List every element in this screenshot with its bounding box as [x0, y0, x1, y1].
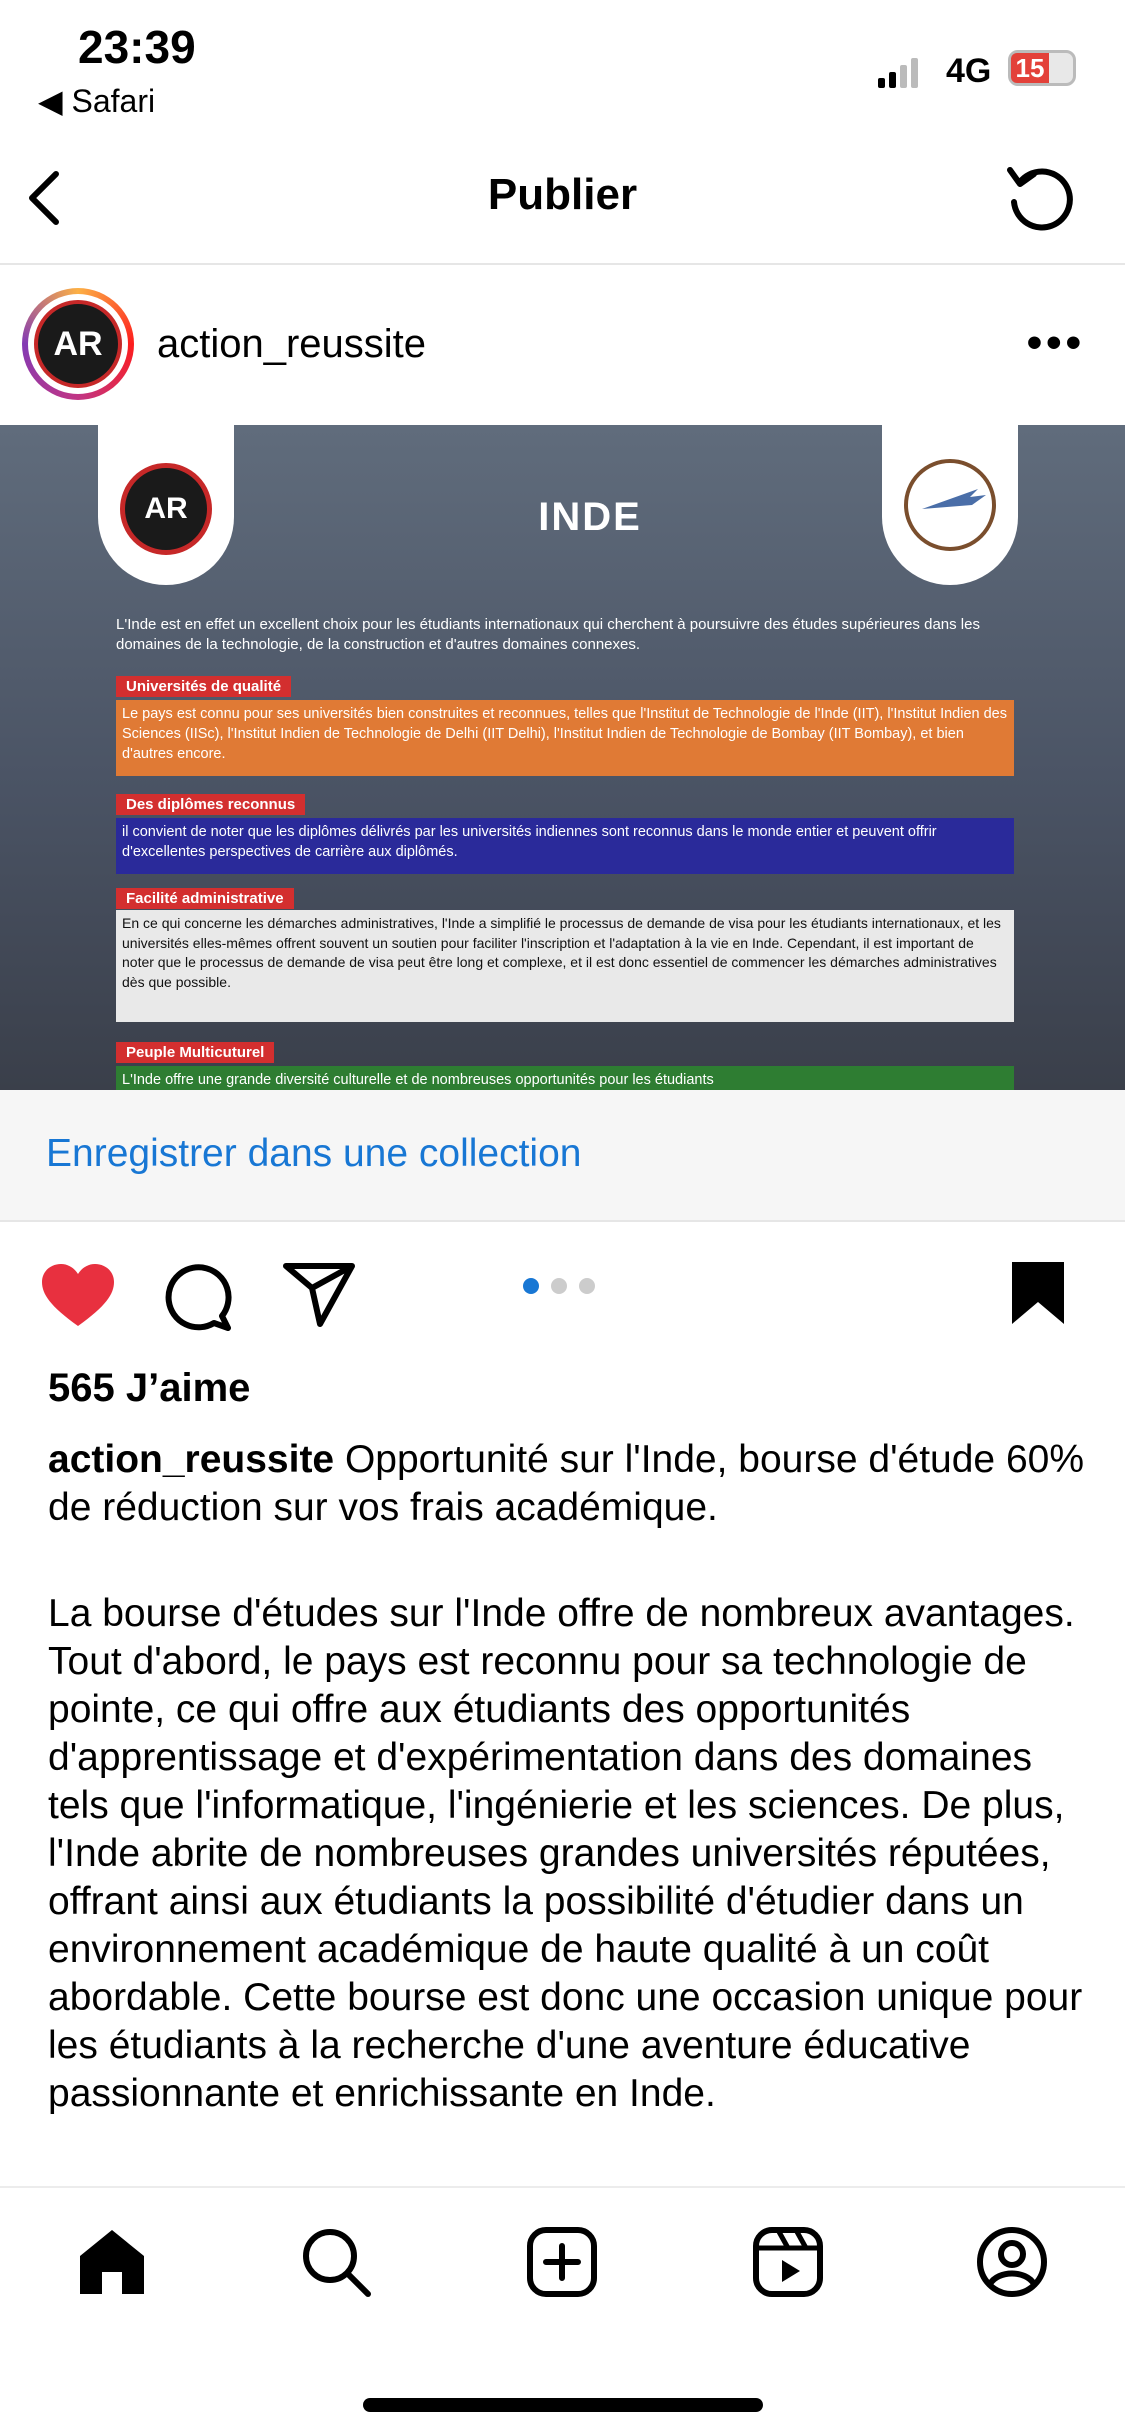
- battery-level: 15: [1011, 53, 1049, 83]
- caption-body: La bourse d'études sur l'Inde offre de nombreux avantages. Tout d'abord, le pays est reconnu pour sa technologie de pointe, ce qui offre aux étudiants des opportunités d'apprentissage et d'expérimentation dans des domaines tels que l'informatique, l'ingénierie et les sciences. De plus, l'Inde abrite de nombreuses grandes universités réputées, offrant ainsi aux étudiants la possibilité d'étudier dans un environnement académique de haute qualité à un coût abordable. Cette bourse est donc une occasion unique pour les étudiants à la recherche d'une aventure éducative passionnante et enrichissante en Inde.: [48, 1592, 1083, 2115]
- carousel-dots: [523, 1278, 595, 1294]
- section-tag: Peuple Multicuturel: [116, 1042, 274, 1063]
- network-label: 4G: [946, 52, 992, 90]
- section-tag: Universités de qualité: [116, 676, 291, 697]
- carousel-dot: [551, 1278, 567, 1294]
- share-icon[interactable]: [282, 1260, 358, 1330]
- refresh-icon[interactable]: [1002, 160, 1078, 236]
- avatar-logo: AR: [34, 300, 122, 388]
- search-icon[interactable]: [300, 2226, 372, 2298]
- page-title: Publier: [487, 170, 638, 219]
- create-post-icon[interactable]: [526, 2226, 598, 2298]
- carousel-dot: [579, 1278, 595, 1294]
- action-reussite-logo: AR: [98, 425, 234, 585]
- home-indicator: [363, 2398, 763, 2412]
- caption-username[interactable]: action_reussite: [48, 1438, 335, 1481]
- caption: [48, 1436, 1088, 1532]
- home-icon[interactable]: [76, 2226, 148, 2298]
- section-tag: Des diplômes reconnus: [116, 794, 305, 815]
- section-text: L'Inde offre une grande diversité culturelle et de nombreuses opportunités pour les étudiants: [116, 1066, 1014, 1090]
- post-username[interactable]: action_reussite: [157, 322, 427, 366]
- section-text: il convient de noter que les diplômes délivrés par les universités indiennes sont reconnus dans le monde entier et peuvent offrir d'excellentes perspectives de carrière aux diplômés.: [116, 818, 1014, 874]
- battery-icon: [1008, 50, 1076, 86]
- image-title: INDE: [538, 495, 642, 539]
- section-tag: Facilité administrative: [116, 888, 294, 909]
- reels-icon[interactable]: [752, 2226, 824, 2298]
- profile-icon[interactable]: [976, 2226, 1048, 2298]
- section-text: Le pays est connu pour ses universités bien construites et reconnues, telles que l'Institut de Technologie de l'Inde (IIT), l'Institut Indien des Sciences (IISc), l'Institut Indien de Technologie de Delhi (IIT Delhi), l'Institut Indien de Technologie de Bombay (IIT Bombay), et bien d'autres encore.: [116, 700, 1014, 776]
- avatar[interactable]: [22, 288, 134, 400]
- status-time: 23:39: [78, 21, 196, 73]
- carousel-dot-active: [523, 1278, 539, 1294]
- section-text: En ce qui concerne les démarches administratives, l'Inde a simplifié le processus de demande de visa pour les étudiants internationaux, et les universités elles-mêmes offrent souvent un soutien pour faciliter l'inscription et l'adaptation à la vie en Inde. Cependant, il est important de noter que le processus de demande de visa peut être long et complexe, et il est donc essentiel de commencer les démarches administratives dès que possible.: [116, 910, 1014, 1022]
- signal-icon: [878, 56, 922, 88]
- likes-count[interactable]: 565 J’aime: [48, 1366, 251, 1410]
- bookmark-icon[interactable]: [1010, 1260, 1066, 1326]
- caption-text: Opportunité sur l'Inde, bourse d'étude 60% de réduction sur vos frais académique.: [48, 1438, 1084, 1529]
- more-options-icon[interactable]: •••: [1026, 318, 1085, 367]
- like-heart-icon[interactable]: [40, 1262, 116, 1330]
- back-to-safari[interactable]: ◀ Safari: [38, 83, 156, 119]
- image-intro: L'Inde est en effet un excellent choix pour les étudiants internationaux qui cherchent à poursuivre des études supérieures dans les domaines de la technologie, de la construction et d'autres domaines connexes.: [116, 616, 980, 653]
- comment-icon[interactable]: [162, 1260, 234, 1332]
- save-collection-link[interactable]: Enregistrer dans une collection: [46, 1132, 582, 1175]
